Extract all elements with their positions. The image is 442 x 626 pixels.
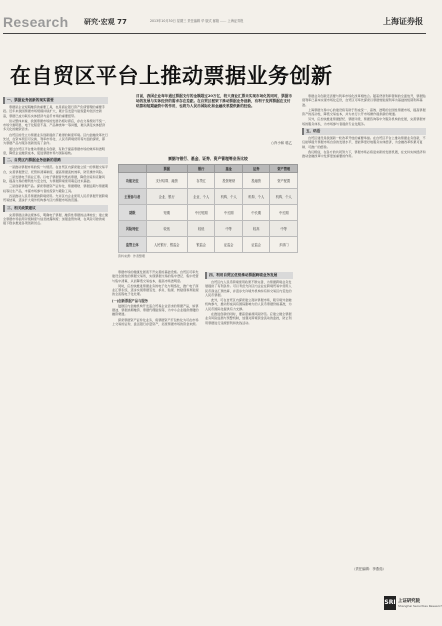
- paragraph: 我们相信，在各方的共同努力下，票据市场必将迎来新的发展机遇，在支持实体经济和推动金融改革中发挥更加重要的作用。: [302, 149, 426, 159]
- table-row: [119, 173, 298, 189]
- editor-credit: （责任编辑：李燕茹）: [352, 567, 386, 571]
- page-header: [0, 14, 429, 32]
- paragraph: 但从整体来看，我国票据市场的发展仍相对滞后，存在交易规则不统一、市场分割明显、电子化程度不高、产品种类单一等问题，难以满足实体经济多元化的融资需求。: [3, 118, 108, 132]
- left-column: [3, 95, 108, 595]
- subheading: (一)创新票据产品与服务: [112, 298, 148, 303]
- table-row: [119, 221, 298, 237]
- table-cell: 资产配置: [270, 173, 298, 189]
- paragraph: 另外，应加快推进票据经纪、票据评级、票据咨询等中介服务机构的发展，完善票据市场的服务体系，为市场参与者提供专业化服务。: [302, 117, 426, 126]
- table-header-row: [119, 165, 298, 173]
- table-header-cell: 证券: [242, 165, 270, 173]
- section-heading: 一、票据业务创新的现实需要: [3, 97, 108, 104]
- paragraph: 探索票据资产证券化业务，将票据资产打包转化为可在市场上交易的证券，盘活银行存量资产，拓宽票据市场的资金来源。: [112, 317, 199, 326]
- table-row-header: 期限: [119, 205, 147, 221]
- table-cell: 银监会: [187, 237, 215, 253]
- paragraph: 票据是企业短期融资的重要工具，也是商业银行资产负债管理的重要手段。近年来我国票据市场规模持续扩大，累计签发量与贴现量均创历史新高，票据已成为联系实体经济与货币市场的重要纽带。: [3, 105, 105, 118]
- table-cell: 投资理财: [215, 173, 243, 189]
- table-cell: 多部门: [270, 237, 298, 253]
- table-cell: 支付结算、融资: [146, 173, 187, 189]
- table-cell: 短期: [146, 205, 187, 221]
- right-column: [302, 94, 426, 574]
- table-cell: 企业、个人: [187, 189, 215, 205]
- paragraph: 通过自贸区平台推动票据业务创新，有助于提高票据市场的效率和透明度，降低企业融资成本，促进票据市场与国际接轨。: [3, 146, 105, 155]
- section-heading: 三、相关政策建议: [3, 205, 108, 212]
- table-cell: 机构、个人: [242, 189, 270, 205]
- paragraph: 上海票据交易中心的建设将有助于形成统一、高效、透明的全国性票据市场，提高票据资产的流动性，降低交易成本，并为央行公开市场操作提供新的渠道。: [302, 107, 426, 117]
- table-cell: 机构、个人: [270, 189, 298, 205]
- table-cell: 较高: [242, 221, 270, 237]
- table-header-cell: 基金: [215, 165, 243, 173]
- paragraph: 票据市场的健康发展离不开完善的基础设施。自贸区可率先建设全国性的票据交易所，实现票据交易的集中登记、集中托管与集中清算，从而降低交易成本，提高市场透明度。: [112, 270, 199, 283]
- table-row: [119, 205, 298, 221]
- header-rule: [3, 33, 426, 34]
- table-cell: 中等: [215, 221, 243, 237]
- table-cell: 中长期: [242, 205, 270, 221]
- table-title: 票据与银行、基金、证券、资产管理等业务比较: [168, 156, 248, 161]
- table-cell: 证监会: [215, 237, 243, 253]
- table-cell: 中长短期: [187, 205, 215, 221]
- paragraph: 自贸区的设立为票据业务创新提供了难得的制度环境。区内金融改革先行先试，在资本项目可兑换、利率市场化、人民币跨境使用等方面的探索，都为票据产品与服务创新创造了条件。: [3, 132, 108, 146]
- table-cell: 投融资: [242, 173, 270, 189]
- table-cell: 证监会: [242, 237, 270, 253]
- table-row-header: 监管主体: [119, 237, 147, 253]
- table-header-cell: 银行: [187, 165, 215, 173]
- middle-column-1: [112, 270, 200, 600]
- article-author: ○肖小和 骆乙: [271, 141, 292, 145]
- table-cell: 较低: [187, 221, 215, 237]
- paragraph: 同时，应加快推进票据业务的电子化与网络化，推广电子商业汇票系统，逐步实现票据签发、承兑、贴现、转贴现和再贴现的全流程电子化处理。: [112, 283, 199, 297]
- table-header-cell: 票据: [146, 165, 187, 173]
- table-cell: 较低: [146, 221, 187, 237]
- newspaper-brand: 上海证券报: [383, 16, 423, 26]
- section-heading: 二、自贸区内票据业务创新的思路: [3, 157, 108, 164]
- section-title: 研究·宏观 77: [84, 18, 127, 26]
- paragraph: 票据业务创新还需要与利率市场化改革相结合。随着贷款利率管制的全面放开，票据贴现利率已基本实现市场化定价，自贸区可率先探索以票据转贴现利率为基础的短期利率基准。: [302, 94, 426, 107]
- table-cell: 中长期: [215, 205, 243, 221]
- table-row: [119, 189, 298, 205]
- research-institute-logo: [384, 590, 442, 620]
- paragraph: 一是推动票据市场的统一与规范。在自贸区内探索建立统一的票据交易平台，完善票据登记、托管和清算制度，提高票据流转效率，防范操作风险。: [3, 165, 108, 174]
- table-row: [119, 237, 298, 253]
- paragraph: 完善票据法律法规体系，明确电子票据、融资性票据的法律地位；建立健全票据市场信用评级制度与信息披露制度；加强监管协调，在风险可控的前提下稳步推进各项创新试点。: [3, 212, 108, 226]
- table-cell: 企业、银行: [146, 189, 187, 205]
- section-heading: 四、利用自贸区优势推动票据跨境业务发展: [205, 272, 293, 279]
- table-row-header: 主要参与者: [119, 189, 147, 205]
- section-heading: 五、结语: [302, 128, 426, 135]
- logo-text: 上证研究院: [398, 599, 420, 604]
- table-header-cell: 资产管理: [270, 165, 298, 173]
- logo-subtext: Shanghai Securities Research: [398, 604, 442, 608]
- paragraph: 鼓励区内金融机构开发适合贸易企业需求的票据产品，如票据池、票据质押融资、票据代理贴现等，为中小企业提供便捷的融资渠道。: [112, 303, 199, 317]
- table-note: 资料来源：作者整理: [118, 254, 146, 258]
- table-row-header: 风险特征: [119, 221, 147, 237]
- table-header-cell: [119, 165, 147, 173]
- paragraph: 三是创新票据产品。探索票据资产证券化、票据理财、票据远期与票据期权等衍生产品，丰富市场参与者的投资与避险工具。: [3, 184, 108, 193]
- comparison-table: [118, 164, 298, 253]
- section-research-label: Research: [3, 14, 69, 30]
- table-cell: 中长期: [270, 205, 298, 221]
- comparison-table-block: [118, 156, 298, 268]
- paragraph: 此外，可在自贸区内探索建立离岸票据市场，吸引境外金融机构参与，推动形成具有国际影响力的人民币票据价格基准，为人民币国际化提供有力支撑。: [205, 298, 292, 311]
- paragraph: 在推进创新的同时，要高度重视风险防范。应建立健全票据业务风险监测与预警机制，加强对跨境资金流动的监控，防止利用票据进行违规套利和洗钱活动。: [205, 312, 292, 325]
- paragraph: 自贸区内人民币跨境使用政策不断完善，为票据跨境业务发展提供了有利条件。可以考虑允许区内企业在跨境贸易中使用人民币商业汇票结算，并逐步允许境外机构持有和交易区内签发的人民币票据。: [205, 280, 292, 297]
- paragraph: 二是发展电子商业汇票。以电子票据替代纸质票据，降低伪造和克隆风险，提高交易的便利性与安全性，为票据跨境使用奠定技术基础。: [3, 174, 105, 184]
- header-meta: 2013年10月30日 星期三 责任编辑 华 版式 邮箱 …… 上海证券报: [150, 19, 244, 23]
- table-cell: 存贷汇: [187, 173, 215, 189]
- article-lead: 目前，我国企业每年通过票据支付的金额超过20万亿，较大商业汇票未实现市场化的同时，票据市场的发展与实体经济的需求存在差距。在自贸区框架下推动票据业务创新，有利于发挥票据在支付结算和短期融资中的作用，也将为人民币国际化和金融改革提供新的经验。: [136, 94, 292, 109]
- logo-mark-icon: SRI: [384, 596, 396, 610]
- table-row-header: 功能定位: [119, 173, 147, 189]
- paragraph: 四是推动人民币票据的跨境使用。允许区内企业使用人民币票据开展跨境贸易结算，逐步扩大境外机构参与区内票据市场的范围。: [3, 194, 108, 203]
- table-cell: 机构、个人: [215, 189, 243, 205]
- table-cell: 中等: [270, 221, 298, 237]
- article-headline: 在自贸区平台上推动票据业务创新: [10, 63, 333, 88]
- table-cell: 人民银行、银监会: [146, 237, 187, 253]
- middle-column-2: [205, 270, 293, 600]
- paragraph: 自贸区建设是我国新一轮改革开放的重要举措。在自贸区平台上推动票据业务创新，不仅能够提升票据市场自身的发展水平，更能够更好地服务实体经济，为金融改革积累可复制、可推广的经验。: [302, 136, 426, 149]
